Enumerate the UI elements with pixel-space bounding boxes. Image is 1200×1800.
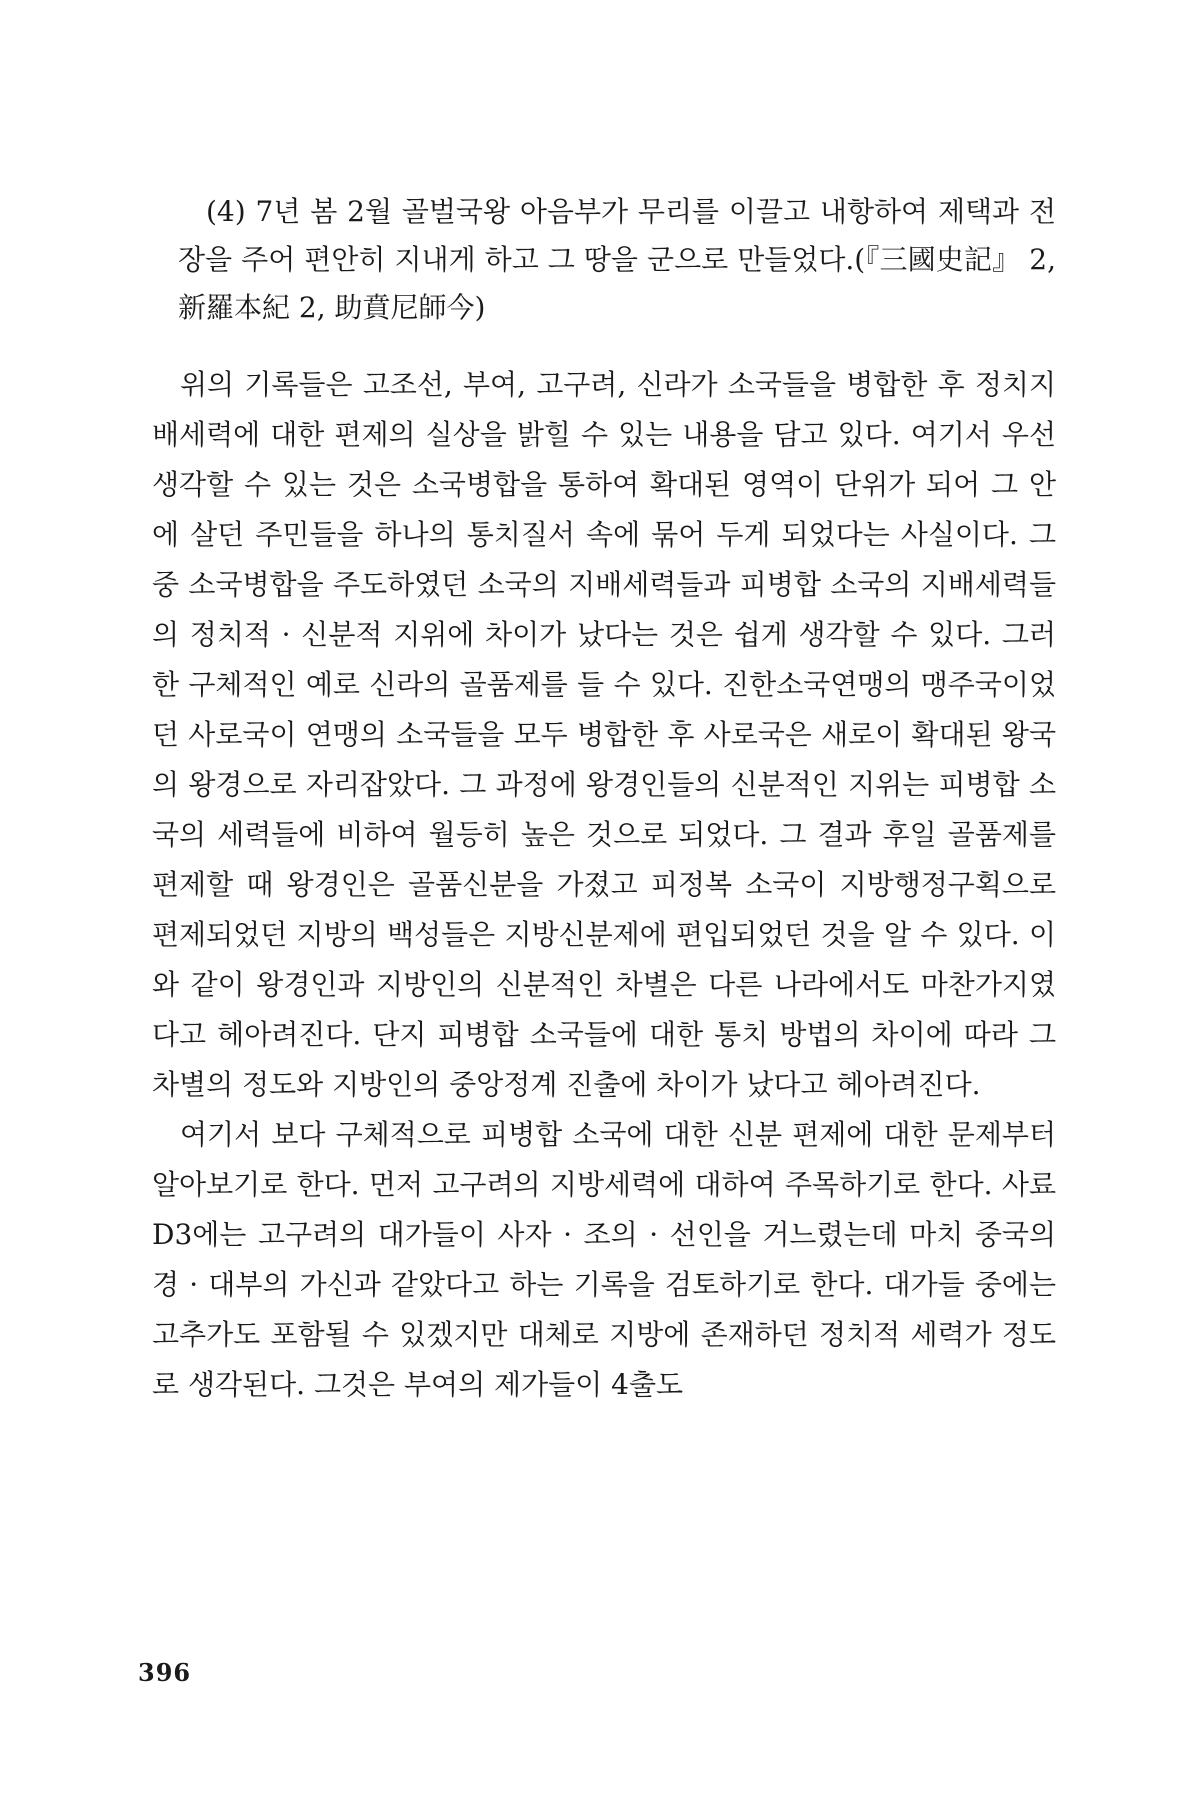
paragraph: 여기서 보다 구체적으로 피병합 소국에 대한 신분 편제에 대한 문제부터 알아보기로 한다. 먼저 고구려의 지방세력에 대하여 주목하기로 한다. 사료 D3에는 고구려의 대가들이 사자 · 조의 · 선인을 거느렸는데 마치 중국의 경 · 대부의 가신과 같았다고 하는 기록을 검토하기로 한다. 대가들 중에는 고추가도 포함될 수 있겠지만 대체로 지방에 존재하던 정치적 세력가 정도로 생각된다. 그것은 부여의 제가들이 4출도 bbox=[152, 1118, 1056, 1401]
paragraph: 위의 기록들은 고조선, 부여, 고구려, 신라가 소국들을 병합한 후 정치지배세력에 대한 편제의 실상을 밝힐 수 있는 내용을 담고 있다. 여기서 우선 생각할 수 있는 것은 소국병합을 통하여 확대된 영역이 단위가 되어 그 안에 살던 주민들을 하나의 통치질서 속에 묶어 두게 되었다는 사실이다. 그 중 소국병합을 주도하였던 소국의 지배세력들과 피병합 소국의 지배세력들의 정치적 · 신분적 지위에 차이가 났다는 것은 쉽게 생각할 수 있다. 그러한 구체적인 예로 신라의 골품제를 들 수 있다. 진한소국연맹의 맹주국이었던 사로국이 연맹의 소국들을 모두 병합한 후 사로국은 새로이 확대된 왕국의 왕경으로 자리잡았다. 그 과정에 왕경인들의 신분적인 지위는 피병합 소국의 세력들에 비하여 월등히 높은 것으로 되었다. 그 결과 후일 골품제를 편제할 때 왕경인은 골품신분을 가졌고 피정복 소국이 지방행정구획으로 편제되었던 지방의 백성들은 지방신분제에 편입되었던 것을 알 수 있다. 이와 같이 왕경인과 지방인의 신분적인 차별은 다른 나라에서도 마찬가지였다고 헤아려진다. 단지 피병합 소국들에 대한 통치 방법의 차이에 따라 그 차별의 정도와 지방인의 중앙정계 진출에 차이가 났다고 헤아려진다. bbox=[152, 368, 1056, 1101]
page-number: 396 bbox=[138, 1658, 192, 1687]
quoted-source-passage: (4) 7년 봄 2월 골벌국왕 아음부가 무리를 이끌고 내항하여 제택과 전장을 주어 편안히 지내게 하고 그 땅을 군으로 만들었다.(『三國史記』 2, 新羅本紀 2, 助賁尼師今) bbox=[178, 195, 1056, 324]
body-text bbox=[152, 360, 1056, 1410]
